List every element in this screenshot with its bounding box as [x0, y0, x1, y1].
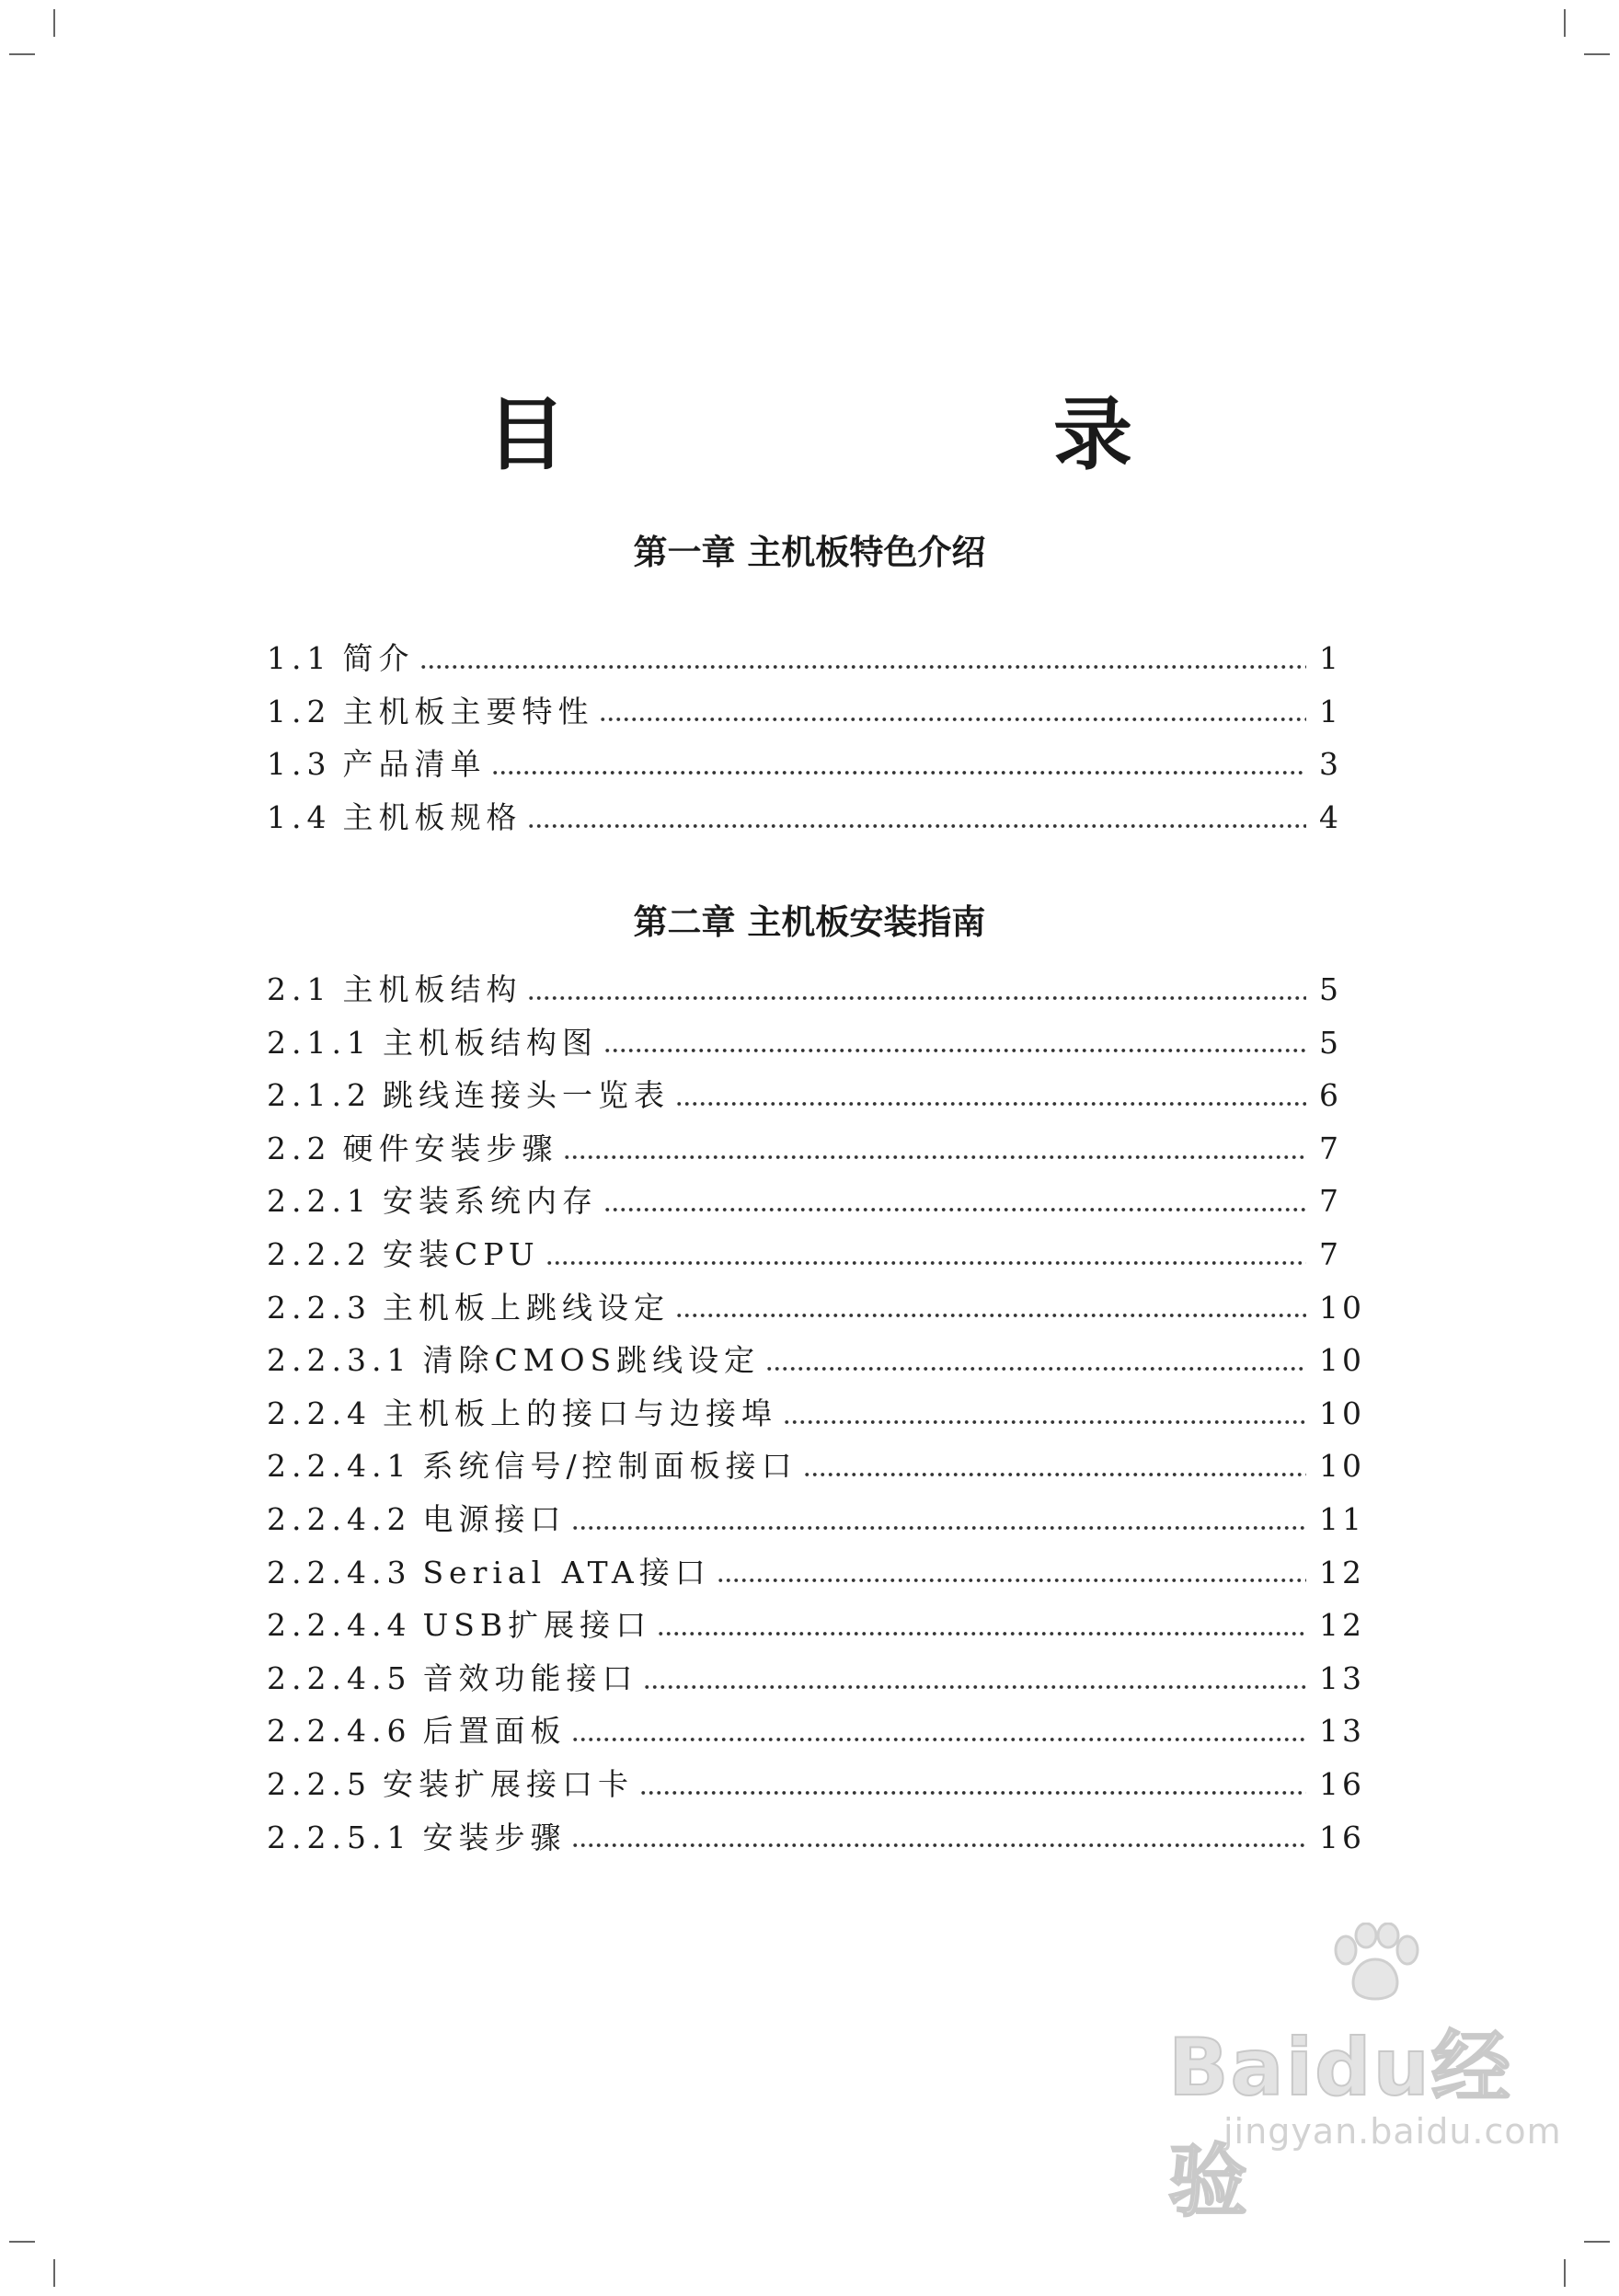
toc-label: 安装扩展接口卡 [382, 1765, 634, 1802]
toc-number: 2.2.1 [267, 1183, 372, 1220]
toc-entry[interactable] [267, 1761, 1371, 1814]
toc-number: 2.1.2 [267, 1077, 372, 1114]
toc-entry[interactable] [267, 1072, 1371, 1125]
toc-entry[interactable] [267, 1442, 1371, 1496]
toc-number: 2.2.4.1 [267, 1448, 412, 1485]
toc-number: 2.2.3.1 [267, 1342, 412, 1379]
chapter-2-toc [267, 966, 1371, 1866]
toc-entry[interactable] [267, 1337, 1371, 1390]
toc-page-number: 4 [1319, 798, 1342, 835]
toc-number: 2.2.5 [267, 1765, 372, 1802]
toc-page-number: 12 [1319, 1607, 1365, 1644]
crop-mark [1584, 53, 1610, 55]
toc-entry[interactable] [267, 794, 1371, 847]
dot-leader [603, 1047, 1306, 1054]
dot-leader [803, 1471, 1306, 1478]
toc-number: 1.3 [267, 746, 332, 783]
toc-page-number: 10 [1319, 1289, 1365, 1326]
toc-number: 2.2.4.6 [267, 1713, 412, 1750]
dot-leader [545, 1259, 1306, 1267]
dot-leader [527, 822, 1306, 830]
toc-entry[interactable] [267, 1601, 1371, 1655]
toc-number: 2.2.2 [267, 1235, 372, 1272]
toc-page-number: 6 [1319, 1077, 1342, 1114]
dot-leader [675, 1100, 1306, 1108]
page-title: 目 录 [487, 389, 1362, 481]
toc-page-number: 10 [1319, 1395, 1365, 1431]
dot-leader [675, 1312, 1306, 1319]
toc-entry[interactable] [267, 1231, 1371, 1284]
toc-entry[interactable] [267, 635, 1371, 688]
toc-page-number: 5 [1319, 1024, 1342, 1061]
dot-leader [599, 716, 1306, 723]
toc-number: 2.2.5.1 [267, 1819, 412, 1855]
toc-entry[interactable] [267, 1177, 1371, 1231]
dot-leader [571, 1736, 1306, 1743]
toc-number: 2.2.4.3 [267, 1554, 412, 1590]
watermark-brand: Baidu经验 [1168, 2022, 1512, 2228]
dot-leader [571, 1842, 1306, 1849]
crop-mark [1564, 2259, 1566, 2287]
toc-entry[interactable] [267, 966, 1371, 1019]
toc-page-number: 1 [1319, 693, 1342, 729]
crop-mark [9, 2241, 35, 2243]
toc-number: 1.2 [267, 693, 332, 729]
dot-leader [717, 1577, 1306, 1584]
toc-entry[interactable] [267, 1125, 1371, 1178]
toc-label: 简介 [342, 640, 415, 676]
toc-entry[interactable] [267, 1814, 1371, 1867]
dot-leader [563, 1154, 1306, 1161]
toc-label: 安装步骤 [422, 1819, 567, 1855]
toc-label: 硬件安装步骤 [342, 1130, 558, 1166]
dot-leader [783, 1418, 1306, 1426]
toc-label: 主机板结构图 [382, 1024, 598, 1061]
toc-entry[interactable] [267, 1390, 1371, 1443]
toc-page-number: 13 [1319, 1713, 1365, 1750]
toc-entry[interactable] [267, 1549, 1371, 1602]
toc-entry[interactable] [267, 740, 1371, 794]
toc-number: 1.4 [267, 798, 332, 835]
toc-label: 安装系统内存 [382, 1183, 598, 1220]
toc-label: 主机板上跳线设定 [382, 1289, 670, 1326]
crop-mark [1584, 2241, 1610, 2243]
dot-leader [657, 1630, 1306, 1637]
dot-leader [603, 1206, 1306, 1213]
dot-leader [419, 663, 1306, 671]
toc-label: 后置面板 [422, 1713, 567, 1750]
toc-label: 音效功能接口 [422, 1659, 638, 1696]
toc-label: 清除CMOS跳线设定 [422, 1342, 761, 1379]
toc-number: 2.2.4.5 [267, 1659, 412, 1696]
toc-entry[interactable] [267, 1655, 1371, 1708]
toc-page-number: 10 [1319, 1342, 1365, 1379]
toc-number: 2.1 [267, 971, 332, 1007]
toc-label: 系统信号/控制面板接口 [422, 1448, 798, 1485]
toc-page-number: 13 [1319, 1659, 1365, 1696]
toc-number: 2.2.4.4 [267, 1607, 412, 1644]
crop-mark [53, 2259, 55, 2287]
toc-label: 产品清单 [342, 746, 487, 783]
toc-page-number: 16 [1319, 1765, 1365, 1802]
toc-entry[interactable] [267, 1496, 1371, 1549]
toc-label: 电源接口 [422, 1500, 567, 1537]
dot-leader [491, 769, 1306, 776]
dot-leader [643, 1683, 1306, 1691]
watermark-site: jingyan.baidu.com [1223, 2111, 1562, 2152]
toc-entry[interactable] [267, 1019, 1371, 1073]
dot-leader [527, 994, 1306, 1002]
toc-number: 2.2 [267, 1130, 332, 1166]
toc-number: 2.2.4 [267, 1395, 372, 1431]
toc-page-number: 5 [1319, 971, 1342, 1007]
toc-page-number: 11 [1319, 1500, 1365, 1537]
toc-entry[interactable] [267, 1284, 1371, 1337]
toc-label: 跳线连接头一览表 [382, 1077, 670, 1114]
chapter-1-toc [267, 635, 1371, 846]
dot-leader [765, 1365, 1306, 1372]
toc-number: 2.2.4.2 [267, 1500, 412, 1537]
toc-number: 1.1 [267, 640, 332, 676]
crop-mark [53, 9, 55, 37]
toc-page-number: 16 [1319, 1819, 1365, 1855]
toc-label: 主机板主要特性 [342, 693, 594, 729]
dot-leader [571, 1524, 1306, 1532]
toc-number: 2.1.1 [267, 1024, 372, 1061]
toc-page-number: 10 [1319, 1448, 1365, 1485]
paw-icon [1320, 1923, 1430, 2005]
toc-label: 主机板结构 [342, 971, 522, 1007]
toc-page-number: 1 [1319, 640, 1342, 676]
toc-page-number: 7 [1319, 1183, 1342, 1220]
chapter-1-heading: 第一章 主机板特色介绍 [633, 533, 986, 572]
watermark [1168, 1923, 1564, 2228]
toc-label: 安装CPU [382, 1235, 540, 1272]
toc-page-number: 12 [1319, 1554, 1365, 1590]
chapter-2-heading: 第二章 主机板安装指南 [633, 902, 986, 942]
toc-page-number: 7 [1319, 1235, 1342, 1272]
toc-entry[interactable] [267, 688, 1371, 741]
toc-page-number: 7 [1319, 1130, 1342, 1166]
toc-label: 主机板规格 [342, 798, 522, 835]
crop-mark [9, 53, 35, 55]
toc-label: USB扩展接口 [422, 1607, 652, 1644]
toc-label: 主机板上的接口与边接埠 [382, 1395, 777, 1431]
toc-label: Serial ATA接口 [422, 1554, 711, 1590]
toc-entry[interactable] [267, 1707, 1371, 1761]
toc-page-number: 3 [1319, 746, 1342, 783]
toc-number: 2.2.3 [267, 1289, 372, 1326]
crop-mark [1564, 9, 1566, 37]
dot-leader [639, 1789, 1306, 1797]
